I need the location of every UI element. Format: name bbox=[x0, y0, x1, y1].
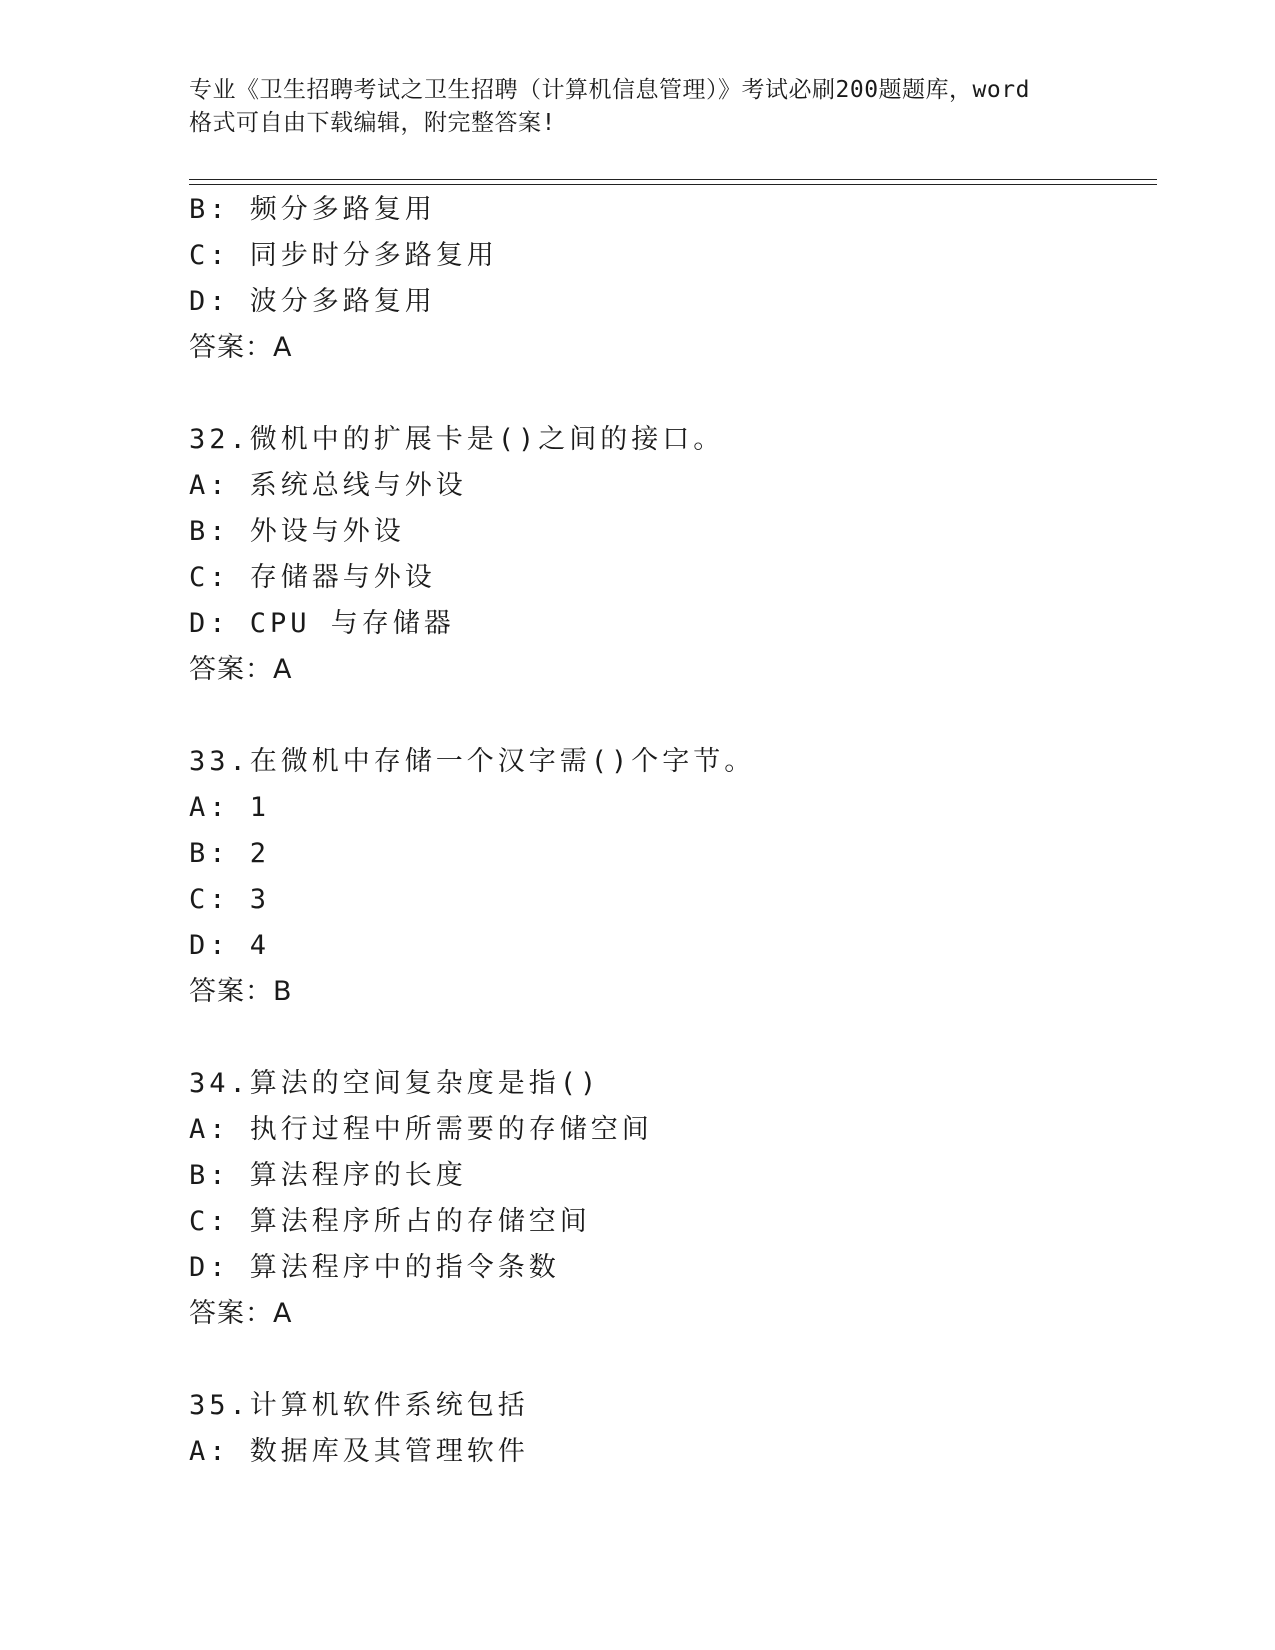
question-33 bbox=[189, 739, 1149, 1015]
question-stem: 32.微机中的扩展卡是()之间的接口。 bbox=[189, 424, 725, 455]
header-title-line-2: 格式可自由下载编辑，附完整答案! bbox=[189, 110, 556, 136]
option-b: B: 算法程序的长度 bbox=[189, 1160, 467, 1191]
option-c: C: 同步时分多路复用 bbox=[189, 240, 498, 271]
question-list bbox=[189, 187, 1149, 1475]
header-divider-bottom bbox=[189, 184, 1157, 185]
question-stem: 33.在微机中存储一个汉字需()个字节。 bbox=[189, 746, 756, 777]
option-c: C: 3 bbox=[189, 884, 271, 915]
question-35 bbox=[189, 1383, 1149, 1475]
document-header bbox=[189, 74, 1089, 140]
option-a: A: 执行过程中所需要的存储空间 bbox=[189, 1114, 653, 1145]
option-d: D: 波分多路复用 bbox=[189, 286, 436, 317]
option-d: D: 4 bbox=[189, 930, 271, 961]
option-d: D: 算法程序中的指令条数 bbox=[189, 1252, 560, 1283]
question-stem: 34.算法的空间复杂度是指() bbox=[189, 1068, 601, 1099]
answer-line: 答案：B bbox=[189, 976, 293, 1007]
option-a: A: 系统总线与外设 bbox=[189, 470, 467, 501]
question-34 bbox=[189, 1061, 1149, 1337]
option-b: B: 外设与外设 bbox=[189, 516, 405, 547]
option-b: B: 2 bbox=[189, 838, 271, 869]
answer-line: 答案：A bbox=[189, 332, 293, 363]
option-c: C: 存储器与外设 bbox=[189, 562, 436, 593]
option-c: C: 算法程序所占的存储空间 bbox=[189, 1206, 591, 1237]
header-title-line-1: 专业《卫生招聘考试之卫生招聘（计算机信息管理）》考试必刷200题题库，word bbox=[189, 77, 1030, 103]
option-b: B: 频分多路复用 bbox=[189, 194, 436, 225]
option-a: A: 1 bbox=[189, 792, 271, 823]
answer-line: 答案：A bbox=[189, 654, 293, 685]
question-stem: 35.计算机软件系统包括 bbox=[189, 1390, 529, 1421]
answer-line: 答案：A bbox=[189, 1298, 293, 1329]
question-32 bbox=[189, 417, 1149, 693]
option-d: D: CPU 与存储器 bbox=[189, 608, 455, 639]
header-divider-top bbox=[189, 179, 1157, 180]
option-a: A: 数据库及其管理软件 bbox=[189, 1436, 529, 1467]
question-31-continued bbox=[189, 187, 1149, 371]
